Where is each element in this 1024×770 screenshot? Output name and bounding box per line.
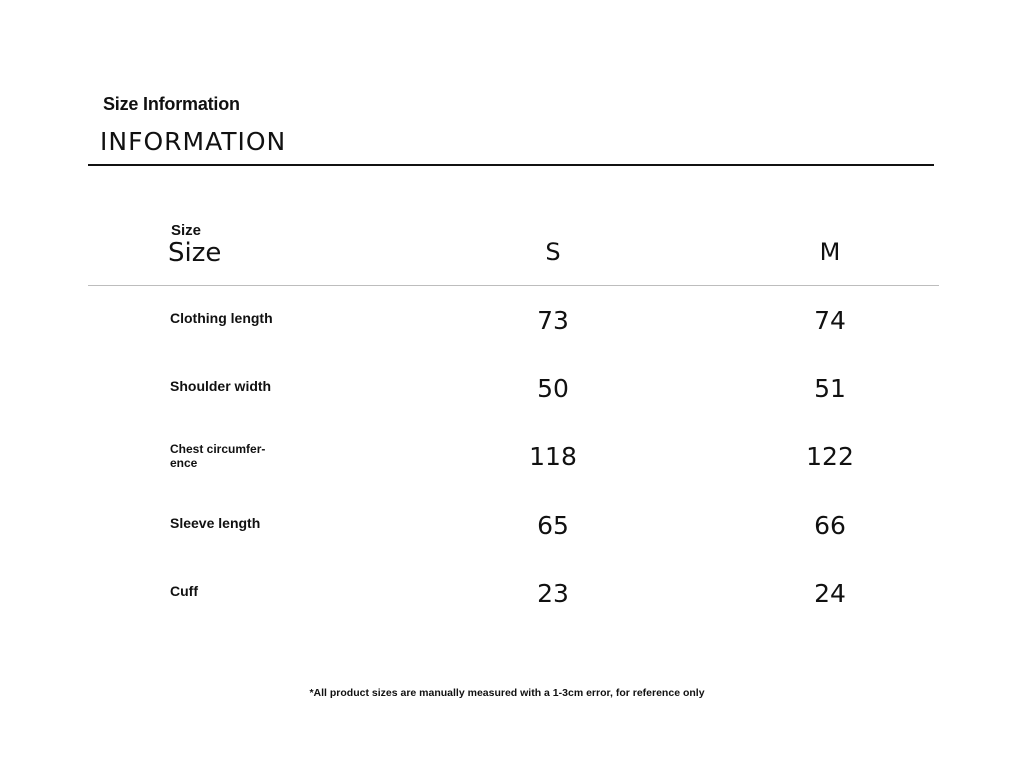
row-label-sleeve-length: Sleeve length [170,515,261,531]
size-header-label-small: Size [171,222,202,239]
table-header-divider [88,285,939,286]
cell-cuff-s: 23 [537,579,569,608]
section-title: Size Information [103,94,240,114]
row-label-chest-circumference [170,442,280,470]
cell-shoulder-width-m: 51 [814,374,846,403]
row-label-shoulder-width: Shoulder width [170,378,272,394]
cell-clothing-length-m: 74 [814,306,846,335]
row-label-chest-line1: Chest circumfer- [170,442,266,456]
row-label-cuff: Cuff [170,583,198,599]
row-label-chest-line2: ence [170,456,198,470]
heading-divider [88,164,934,166]
cell-sleeve-length-s: 65 [537,511,569,540]
row-label-clothing-length: Clothing length [170,310,273,326]
cell-cuff-m: 24 [814,579,846,608]
cell-chest-circumference-m: 122 [806,442,854,471]
column-header-m: M [819,238,841,266]
column-header-s: S [545,238,561,266]
cell-clothing-length-s: 73 [537,306,569,335]
section-heading: INFORMATION [100,127,287,156]
cell-sleeve-length-m: 66 [814,511,846,540]
cell-shoulder-width-s: 50 [537,374,569,403]
size-header-label: Size [168,238,222,268]
cell-chest-circumference-s: 118 [529,442,577,471]
measurement-footnote: *All product sizes are manually measured with a 1-3cm error, for reference only [309,687,705,699]
